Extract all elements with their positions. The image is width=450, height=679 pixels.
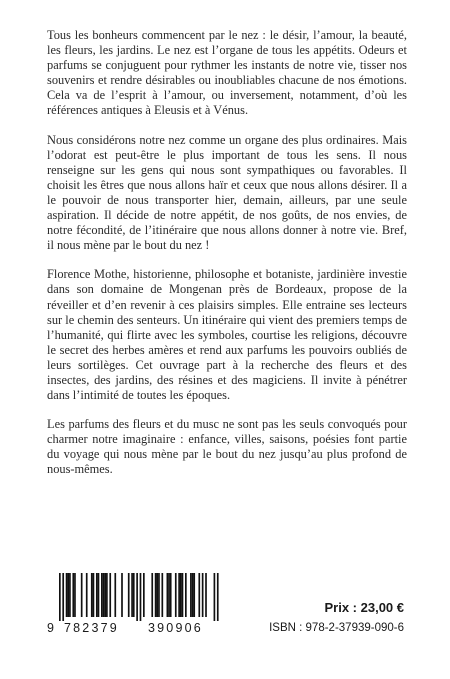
barcode-bar [131,573,133,617]
paragraph-closing: Les parfums des fleurs et du musc ne sont pas les seuls convoqués pour charmer notre imaginaire : enfance, villes, saisons, poésies font partie du voyage qui nous mène par le bout du nez jusqu’au plus profond de nous-mêmes. [47,417,407,477]
paragraph-intro: Tous les bonheurs commencent par le nez : le désir, l’amour, la beauté, les fleurs, les jardins. Le nez est l’organe de tous les appétits. Odeurs et parfums se conjuguent pour rythmer les instants de notre vie, tisser nos souvenirs et rendre désirables ou inoubliables chacune de nos émotions. Cela va de l’esprit à l’amour, ou inversement, notamment, d’où les références antiques à Eleusis et à Vénus. [47,28,407,118]
barcode [47,573,227,639]
back-cover-text [47,28,407,492]
barcode-bar [182,573,184,617]
barcode-bar [175,573,177,617]
barcode-bar [168,573,170,617]
barcode-bar [67,573,69,617]
barcode-bar [193,573,195,617]
barcode-bar [158,573,160,617]
barcode-bar [136,573,138,621]
barcode-bar [151,573,153,617]
barcode-bar [217,573,219,621]
barcode-bar [114,573,116,617]
barcode-right-digits: 390906 [148,621,203,635]
paragraph-author: Florence Mothe, historienne, philosophe et botaniste, jardinière investie dans son domaine de Mongenan près de Bordeaux, propose de la réveiller et d’en revenir à ces plaisirs simples. Elle entraine ses lecteurs sur le chemin des senteurs. Un itinéraire qui vient des premiers temps de l’humanité, qui flirte avec les symboles, courtise les religions, découvre le secret des herbes amères et rend aux parfums les pouvoirs oubliés de leurs sortilèges. Cet ouvrage part à la recherche des fleurs et des insectes, des jardins, des résines et des magiciens. Il invite à pénétrer dans l’intimité de toutes les époques. [47,267,407,403]
barcode-bar [202,573,204,617]
paragraph-nose: Nous considérons notre nez comme un organe des plus ordinaires. Mais l’odorat est peut-être le plus important de tous les sens. Il nous renseigne sur les gens qui nous sont sympathiques ou favorables. Il choisit les êtres que nous allons haïr et ceux que nous allons désirer. Il a le pouvoir de nous transporter hier, demain, ailleurs, par une seule aspiration. Il décide de notre appétit, de nos goûts, de nos envies, de notre fécondité, de l’itinéraire que nous allons donner à notre vie. Bref, il nous mène par le bout du nez ! [47,132,407,253]
barcode-bar [91,573,93,617]
barcode-bar [170,573,172,617]
barcode-bar [205,573,207,617]
barcode-bar [72,573,74,617]
barcode-bar [155,573,157,617]
barcode-bar [86,573,88,617]
barcode-bar [178,573,180,617]
barcode-bar [109,573,111,617]
barcode-bar [62,573,64,621]
barcode-bar [104,573,106,617]
barcode-bar [69,573,71,617]
barcode-bar [161,573,163,617]
barcode-bar [143,573,145,617]
barcode-bar [180,573,182,617]
barcode-bar [190,573,192,617]
barcode-bar [101,573,103,617]
barcode-left-digits: 782379 [64,621,119,635]
barcode-bar [185,573,187,617]
barcode-bar [167,573,169,617]
price-label: Prix : 23,00 € [324,600,404,615]
barcode-bar [128,573,130,617]
barcode-bar [121,573,123,617]
isbn-label: ISBN : 978-2-37939-090-6 [269,622,404,634]
barcode-bar [74,573,76,617]
barcode-bar [214,573,216,621]
barcode-bar [192,573,194,617]
barcode-bar [103,573,105,617]
barcode-bars [47,573,227,621]
barcode-bar [106,573,108,617]
barcode-bar [66,573,68,617]
barcode-bar [140,573,142,621]
barcode-bar [156,573,158,617]
barcode-bar [93,573,95,617]
barcode-lead-digit: 9 [47,621,55,635]
barcode-bar [98,573,100,617]
barcode-bar [198,573,200,617]
barcode-bar [81,573,83,617]
barcode-bar [59,573,61,621]
barcode-bar [133,573,135,617]
barcode-bar [96,573,98,617]
